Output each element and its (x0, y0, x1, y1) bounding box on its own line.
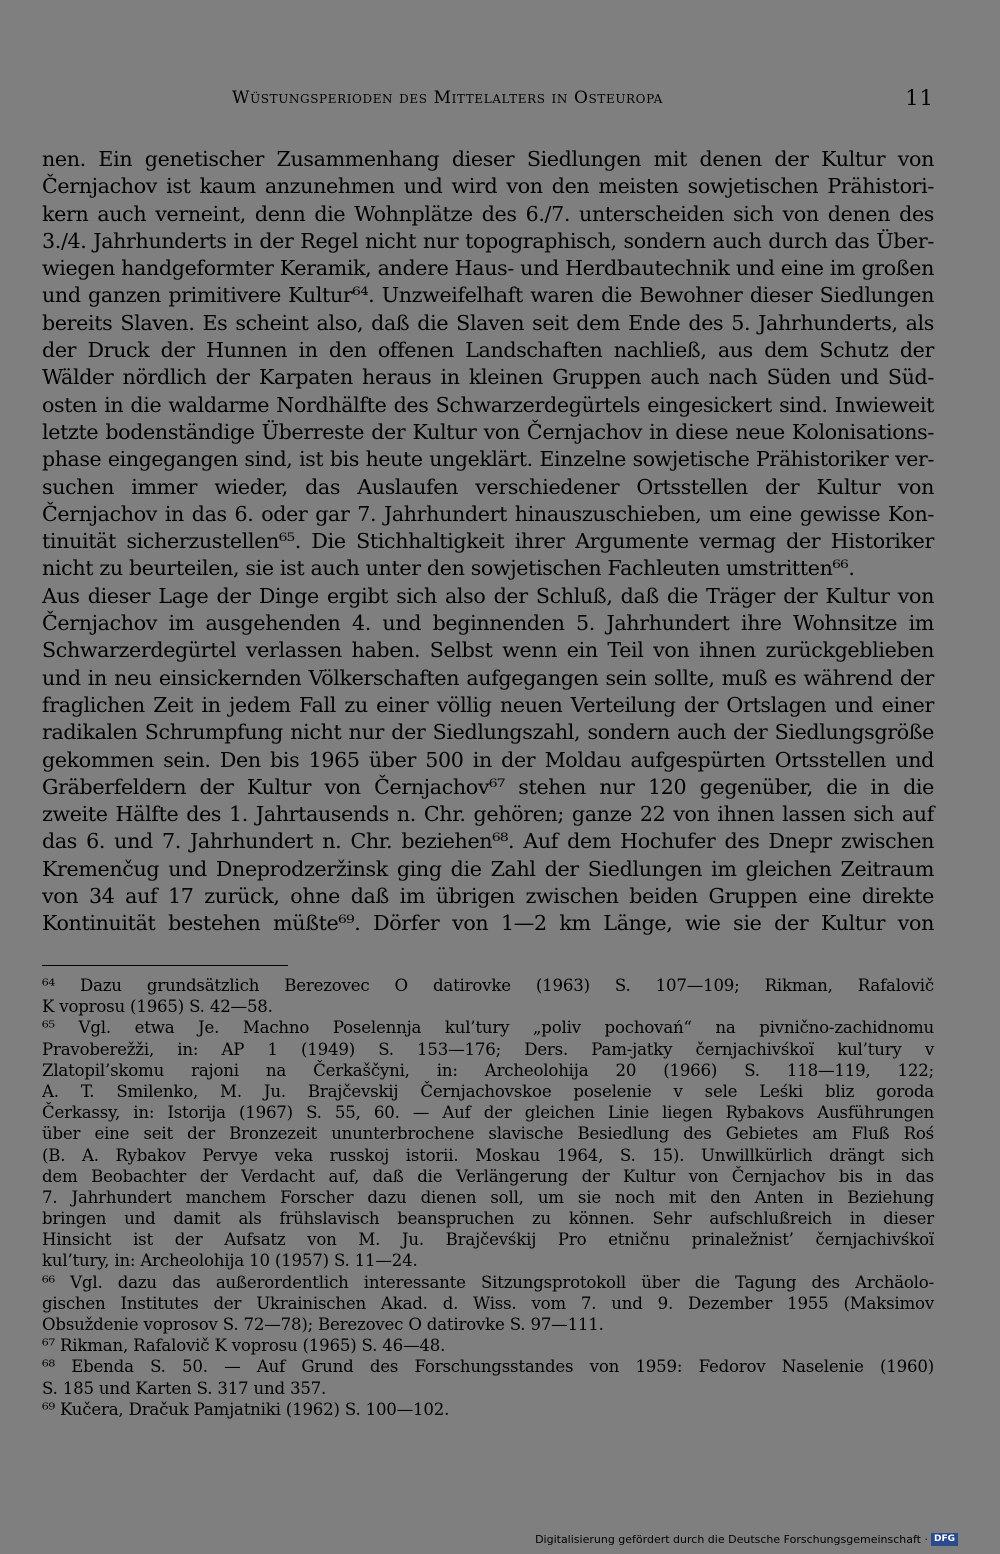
footnote-line: dem Beobachter der Verdacht auf, daß die Verlängerung der Kultur von Černjachov bis in das (42, 1166, 934, 1186)
text-line: wiegen handgeformter Keramik, andere Haus- und Herdbautechnik und eine im großen (42, 256, 934, 281)
text-line: das 6. und 7. Jahrhundert n. Chr. beziehen⁶⁸. Auf dem Hochufer des Dnepr zwischen (42, 829, 934, 854)
footnote-divider (42, 965, 288, 966)
text-line: Gräberfeldern der Kultur von Černjachov⁶⁷ stehen nur 120 gegenüber, die in die (42, 774, 934, 799)
footnote-line: gischen Institutes der Ukrainischen Akad. d. Wiss. vom 7. und 9. Dezember 1955 (Maksimov (42, 1293, 934, 1313)
text-line: letzte bodenständige Überreste der Kultur von Černjachov in diese neue Kolonisations- (42, 419, 934, 444)
main-text-block (42, 146, 934, 938)
footnote-line: ⁶⁹ Kučera, Dračuk Pamjatniki (1962) S. 100—102. (42, 1399, 450, 1419)
dfg-logo-icon: DFG (931, 1533, 958, 1546)
footnote-line: ⁶⁸ Ebenda S. 50. — Auf Grund des Forschungsstandes von 1959: Fedorov Naselenie (1960) (42, 1357, 934, 1377)
text-line: Černjachov ist kaum anzunehmen und wird von den meisten sowjetischen Prähistori- (42, 174, 934, 199)
footnote-line: Zlatopil’skomu rajoni na Čerkaščyni, in: Archeolohija 20 (1966) S. 118—119, 122; (42, 1060, 934, 1080)
footnote-line: über eine seit der Bronzezeit ununterbrochene slavische Besiedlung des Gebietes am Fluß Roś (42, 1124, 934, 1144)
footnotes-block (42, 975, 934, 1420)
footnote-line: Pravoberežži, in: AP 1 (1949) S. 153—176; Ders. Pam-jatky černjachivśkoï kul’tury v (42, 1039, 934, 1059)
text-line: bereits Slaven. Es scheint also, daß die Slaven seit dem Ende des 5. Jahrhunderts, als (42, 310, 934, 335)
text-line: Kontinuität bestehen müßte⁶⁹. Dörfer von 1—2 km Länge, wie sie der Kultur von (42, 911, 934, 936)
text-line: Aus dieser Lage der Dinge ergibt sich also der Schluß, daß die Träger der Kultur von (42, 583, 934, 608)
text-line: radikalen Schrumpfung nicht nur der Siedlungszahl, sondern auch der Siedlungsgröße (42, 720, 934, 745)
text-line: Černjachov in das 6. oder gar 7. Jahrhundert hinauszuschieben, um eine gewisse Kon- (42, 501, 934, 526)
text-line: nen. Ein genetischer Zusammenhang dieser Siedlungen mit denen der Kultur von (42, 147, 934, 171)
footnote-line: ⁶⁷ Rikman, Rafalovič K voprosu (1965) S. 46—48. (42, 1336, 446, 1356)
text-line: 3./4. Jahrhunderts in der Regel nicht nur topographisch, sondern auch durch das Über- (42, 228, 934, 253)
digitization-credit (535, 1533, 958, 1546)
footnote-line: bringen und damit als frühslavisch beanspruchen zu können. Sehr aufschlußreich in dieser (42, 1209, 934, 1229)
text-line: kern auch verneint, denn die Wohnplätze des 6./7. unterscheiden sich von denen des (42, 201, 934, 226)
running-title: Wüstungsperioden des Mittelalters in Osteuropa (232, 88, 663, 108)
page-number: 11 (905, 86, 934, 110)
text-line: und in neu einsickernden Völkerschaften aufgegangen sein sollte, muß es während der (42, 665, 934, 690)
footnote-line: ⁶⁵ Vgl. etwa Je. Machno Poselennja kul’tury „poliv pochovań“ na pivnično-zachidnomu (42, 1018, 934, 1038)
digitization-credit-text: Digitalisierung gefördert durch die Deutsche Forschungsgemeinschaft · (535, 1533, 928, 1546)
footnote-line: ⁶⁴ Dazu grundsätzlich Berezovec O datirovke (1963) S. 107—109; Rikman, Rafalovič (42, 976, 934, 995)
footnote-line: K voprosu (1965) S. 42—58. (42, 997, 273, 1017)
text-line: gekommen sein. Den bis 1965 über 500 in der Moldau aufgespürten Ortsstellen und (42, 747, 934, 772)
text-line: Kremenčug und Dneprodzeržinsk ging die Zahl der Siedlungen im gleichen Zeitraum (42, 856, 934, 881)
text-line: Černjachov im ausgehenden 4. und beginnenden 5. Jahrhundert ihre Wohnsitze im (42, 611, 934, 636)
footnote-line: A. T. Smilenko, M. Ju. Brajčevskij Černjachovskoe poselenie v sele Leśki bliz goroda (42, 1081, 934, 1101)
text-line: tinuität sicherzustellen⁶⁵. Die Stichhaltigkeit ihrer Argumente vermag der Historiker (42, 529, 934, 554)
text-line: zweite Hälfte des 1. Jahrtausends n. Chr. gehören; ganze 22 von ihnen lassen sich auf (42, 802, 934, 827)
text-line: von 34 auf 17 zurück, ohne daß im übrigen zwischen beiden Gruppen eine direkte (42, 884, 934, 909)
footnote-line: S. 185 und Karten S. 317 und 357. (42, 1378, 327, 1398)
footnote-line: kul’tury, in: Archeolohija 10 (1957) S. 11—24. (42, 1251, 418, 1271)
text-line: suchen immer wieder, das Auslaufen verschiedener Ortsstellen der Kultur von (42, 474, 934, 499)
text-line: Schwarzerdegürtel verlassen haben. Selbst wenn ein Teil von ihnen zurückgeblieben (42, 638, 934, 663)
footnote-line: 7. Jahrhundert manchem Forscher dazu dienen soll, um sie noch mit den Anten in Beziehung (42, 1187, 934, 1207)
footnote-line: Čerkassy, in: Istorija (1967) S. 55, 60. — Auf der gleichen Linie liegen Rybakovs Ausführungen (42, 1103, 934, 1123)
text-line: fraglichen Zeit in jedem Fall zu einer völlig neuen Verteilung der Ortslagen und einer (42, 692, 934, 717)
footnote-line: Hinsicht ist der Aufsatz von M. Ju. Brajčevśkij Pro etničnu prinaležnist’ černjachivśkoï (42, 1230, 934, 1250)
text-line: phase eingegangen sind, ist bis heute ungeklärt. Einzelne sowjetische Prähistoriker ver- (42, 447, 934, 472)
text-line: nicht zu beurteilen, sie ist auch unter den sowjetischen Fachleuten umstritten⁶⁶. (42, 556, 855, 581)
text-line: und ganzen primitivere Kultur⁶⁴. Unzweifelhaft waren die Bewohner dieser Siedlungen (42, 283, 934, 308)
footnote-line: Obsuždenie voprosov S. 72—78); Berezovec O datirovke S. 97—111. (42, 1315, 604, 1334)
footnote-line: (B. A. Rybakov Pervye veka russkoj istorii. Moskau 1964, S. 15). Unwillkürlich drängt sich (42, 1145, 934, 1165)
footnote-line: ⁶⁶ Vgl. dazu das außerordentlich interessante Sitzungsprotokoll über die Tagung des Archäolo- (42, 1272, 934, 1292)
text-line: Wälder nördlich der Karpaten heraus in kleinen Gruppen auch nach Süden und Süd- (42, 365, 934, 390)
text-line: osten in die waldarme Nordhälfte des Schwarzerdegürtels eingesickert sind. Inwieweit (42, 392, 934, 417)
text-line: der Druck der Hunnen in den offenen Landschaften nachließ, aus dem Schutz der (42, 338, 934, 363)
running-head (42, 86, 934, 116)
